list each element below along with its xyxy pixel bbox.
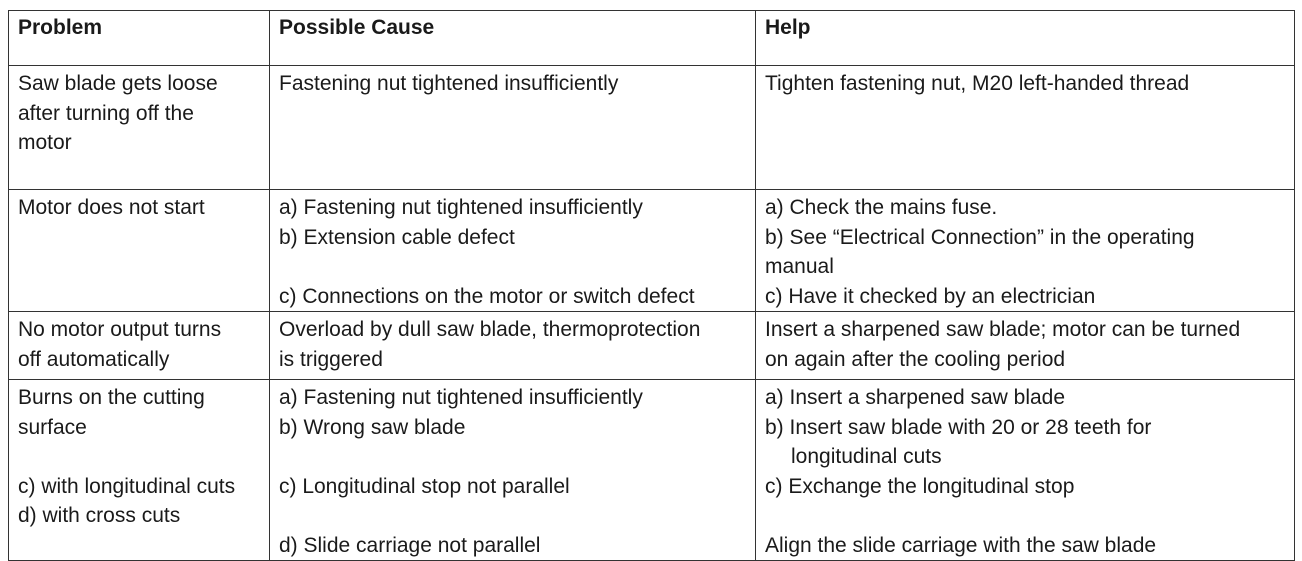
problem-line: Burns on the cutting: [18, 386, 205, 409]
problem-cell: [9, 190, 270, 312]
problem-line: Saw blade gets loose: [18, 72, 218, 95]
cause-line: is triggered: [279, 347, 383, 371]
problem-line: after turning off the: [18, 101, 194, 125]
line-spacer: [279, 252, 751, 282]
line-spacer: [279, 442, 751, 472]
line-spacer: [765, 501, 1290, 531]
table-row: [9, 190, 1295, 312]
header-possible-cause: Possible Cause: [270, 11, 756, 66]
problem-cell: [9, 66, 270, 190]
help-line: longitudinal cuts: [791, 445, 942, 468]
problem-cell: [9, 312, 270, 380]
help-line: b) Insert saw blade with 20 or 28 teeth for: [765, 415, 1152, 439]
line-spacer: [279, 501, 751, 531]
cause-cell: [270, 190, 756, 312]
help-line: manual: [765, 255, 834, 278]
help-line: Insert a sharpened saw blade; motor can be turned: [765, 318, 1241, 341]
problem-line: c) with longitudinal cuts: [18, 474, 236, 498]
header-help: Help: [756, 11, 1295, 66]
line-spacer: [18, 442, 265, 472]
help-line: Align the slide carriage with the saw blade: [765, 533, 1157, 557]
help-cell: [756, 380, 1295, 561]
help-line: on again after the cooling period: [765, 347, 1066, 371]
cause-line: b) Wrong saw blade: [279, 415, 466, 439]
problem-cell: [9, 380, 270, 561]
cause-line: Overload by dull saw blade, thermoprotection: [279, 318, 701, 341]
cause-cell: [270, 380, 756, 561]
problem-line: surface: [18, 415, 87, 439]
cause-line: a) Fastening nut tightened insufficiently: [279, 386, 643, 409]
help-cell: [756, 190, 1295, 312]
cause-line: d) Slide carriage not parallel: [279, 533, 541, 557]
problem-line: off automatically: [18, 347, 170, 371]
troubleshooting-table: [8, 10, 1295, 561]
cause-line: Fastening nut tightened insufficiently: [279, 72, 619, 95]
cause-line: a) Fastening nut tightened insufficiently: [279, 196, 643, 219]
table-row: [9, 312, 1295, 380]
header-row: [9, 11, 1295, 66]
help-line: a) Check the mains fuse.: [765, 196, 998, 219]
help-line: b) See “Electrical Connection” in the operating: [765, 225, 1195, 249]
table-row: [9, 66, 1295, 190]
cause-cell: [270, 312, 756, 380]
help-cell: [756, 66, 1295, 190]
cause-line: c) Connections on the motor or switch defect: [279, 284, 695, 308]
table-row: [9, 380, 1295, 561]
problem-line: d) with cross cuts: [18, 504, 181, 527]
cause-line: c) Longitudinal stop not parallel: [279, 474, 570, 498]
cause-cell: [270, 66, 756, 190]
cause-line: b) Extension cable defect: [279, 225, 515, 249]
problem-line: No motor output turns: [18, 318, 222, 341]
problem-line: motor: [18, 131, 72, 154]
help-cell: [756, 312, 1295, 380]
help-line: c) Have it checked by an electrician: [765, 284, 1096, 308]
header-problem: Problem: [9, 11, 270, 66]
problem-line: Motor does not start: [18, 196, 205, 219]
help-line: a) Insert a sharpened saw blade: [765, 386, 1066, 409]
help-line: c) Exchange the longitudinal stop: [765, 474, 1075, 498]
help-line: Tighten fastening nut, M20 left-handed thread: [765, 72, 1190, 95]
